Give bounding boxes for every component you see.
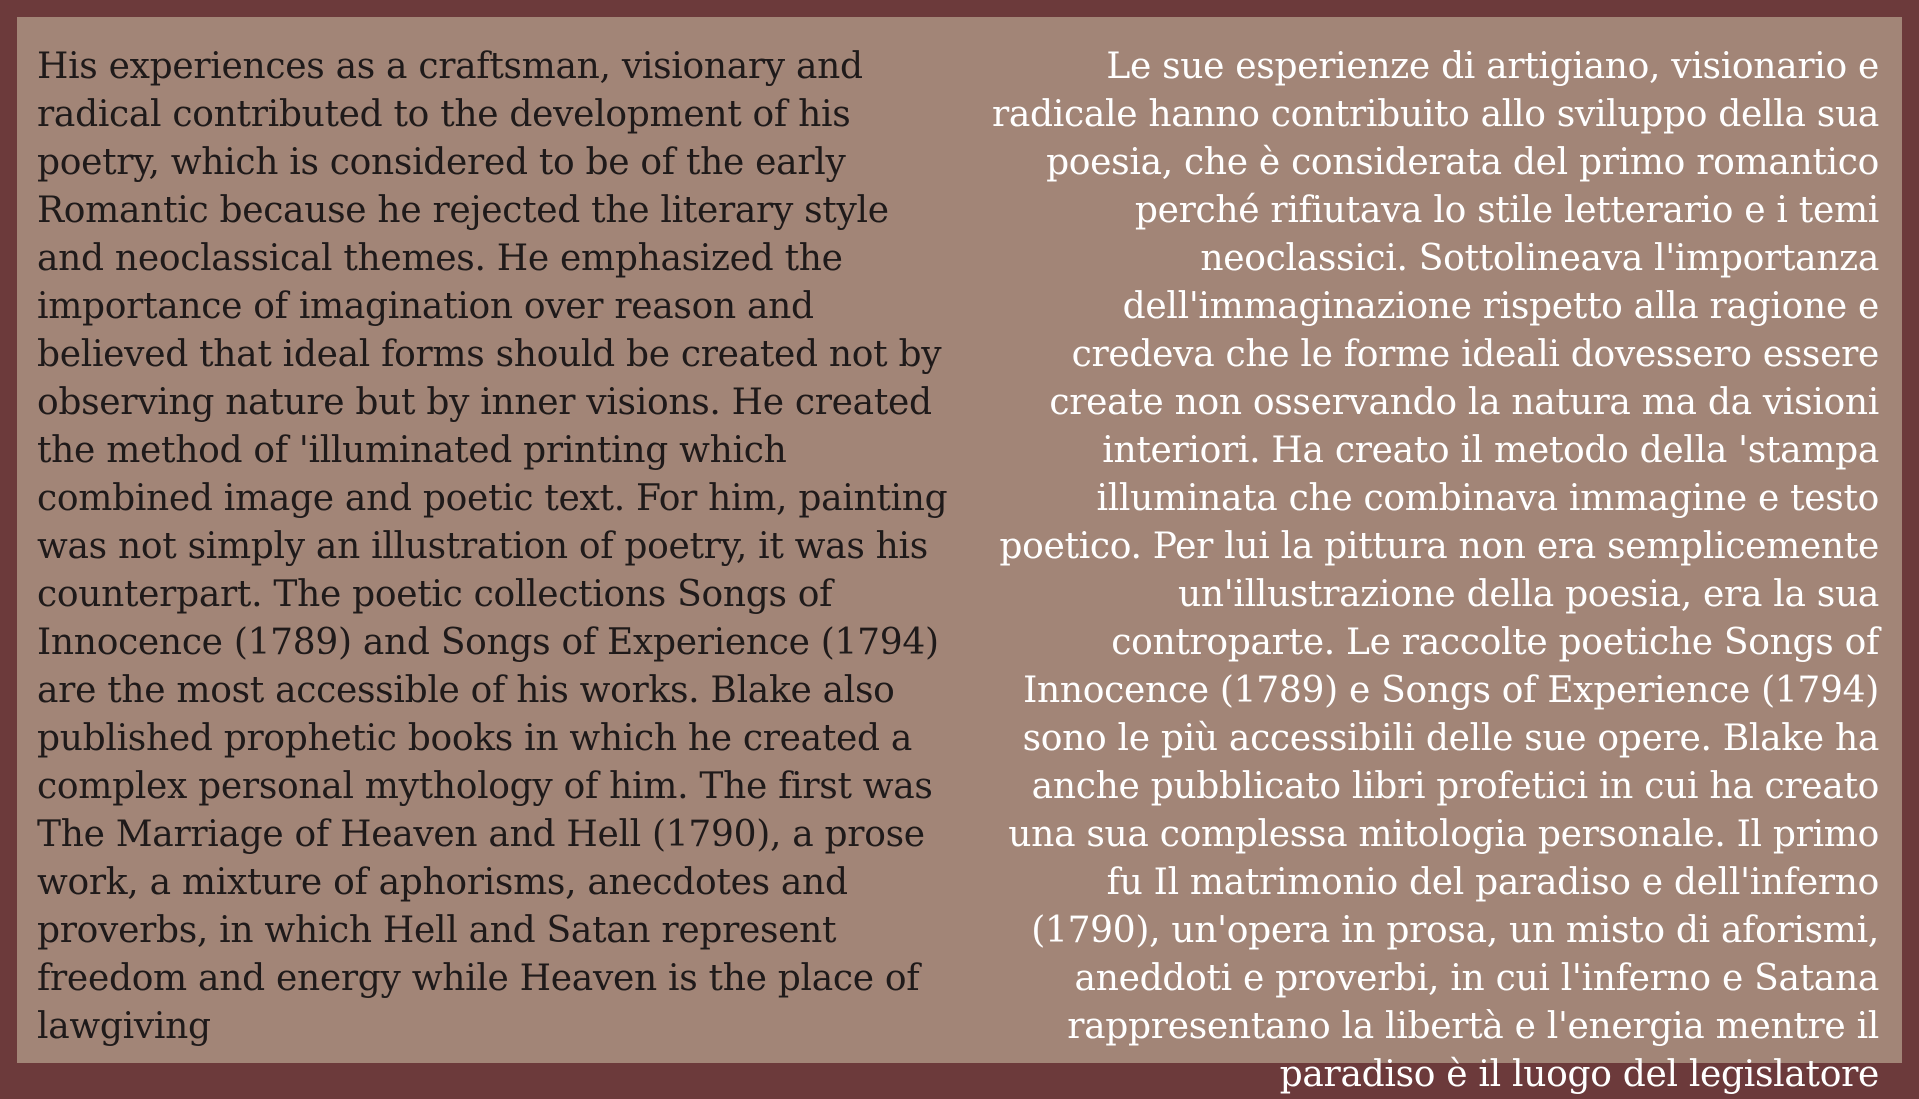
english-line: counterpart. The poetic collections Songs of [37,574,833,615]
slide-panel [17,17,1902,1095]
english-line: proverbs, in which Hell and Satan represent [37,910,837,951]
italian-line: paradiso è il luogo del legislatore [1279,1054,1879,1095]
english-line: radical contributed to the development of his [37,94,851,135]
italian-line: sono le più accessibili delle sue opere. Blake ha [1022,718,1879,759]
italian-line: poesia, che è considerata del primo romantico [1046,142,1879,183]
italian-line: un'illustrazione della poesia, era la sua [1177,574,1879,615]
italian-line: anche pubblicato libri profetici in cui ha creato [1031,766,1879,807]
english-line: complex personal mythology of him. The first was [37,766,933,807]
english-line: was not simply an illustration of poetry, it was his [37,526,928,567]
italian-line: poetico. Per lui la pittura non era semplicemente [999,526,1879,567]
italian-text-column [992,43,1879,1099]
english-line: importance of imagination over reason and [37,286,814,327]
italian-line: Le sue esperienze di artigiano, visionario e [1106,46,1879,87]
italian-line: create non osservando la natura ma da visioni [1049,382,1879,423]
italian-line: credeva che le forme ideali dovessero essere [1071,334,1879,375]
italian-line: Innocence (1789) e Songs of Experience (1794) [1023,670,1879,711]
english-line: The Marriage of Heaven and Hell (1790), a prose [37,814,925,855]
italian-line: rappresentano la libertà e l'energia mentre il [1067,1006,1879,1047]
english-line: published prophetic books in which he created a [37,718,913,759]
italian-line: aneddoti e proverbi, in cui l'inferno e Satana [1074,958,1879,999]
italian-line: fu Il matrimonio del paradiso e dell'inferno [1106,862,1879,903]
italian-line: controparte. Le raccolte poetiche Songs of [1111,622,1879,663]
english-line: His experiences as a craftsman, visionary and [37,46,863,87]
english-line: poetry, which is considered to be of the early [37,142,846,183]
english-line: Innocence (1789) and Songs of Experience (1794) [37,622,939,663]
italian-line: neoclassici. Sottolineava l'importanza [1200,238,1879,279]
english-line: freedom and energy while Heaven is the place of [37,958,920,999]
english-line: the method of 'illuminated printing which [37,430,787,471]
italian-line: (1790), un'opera in prosa, un misto di aforismi, [1031,910,1879,951]
english-line: combined image and poetic text. For him, painting [37,478,948,519]
english-line: and neoclassical themes. He emphasized the [37,238,843,279]
english-line: observing nature but by inner visions. He created [37,382,932,423]
english-line: Romantic because he rejected the literary style [37,190,889,231]
english-text-column [37,43,947,1051]
italian-line: illuminata che combinava immagine e testo [1096,478,1879,519]
italian-line: radicale hanno contribuito allo sviluppo della sua [991,94,1879,135]
italian-line: dell'immaginazione rispetto alla ragione e [1122,286,1879,327]
italian-line: interiori. Ha creato il metodo della 'stampa [1102,430,1879,471]
english-line: believed that ideal forms should be created not by [37,334,942,375]
english-line: work, a mixture of aphorisms, anecdotes and [37,862,848,903]
italian-line: una sua complessa mitologia personale. Il primo [1008,814,1879,855]
english-line: lawgiving [37,1006,211,1047]
english-line: are the most accessible of his works. Blake also [37,670,895,711]
italian-line: perché rifiutava lo stile letterario e i temi [1134,190,1879,231]
